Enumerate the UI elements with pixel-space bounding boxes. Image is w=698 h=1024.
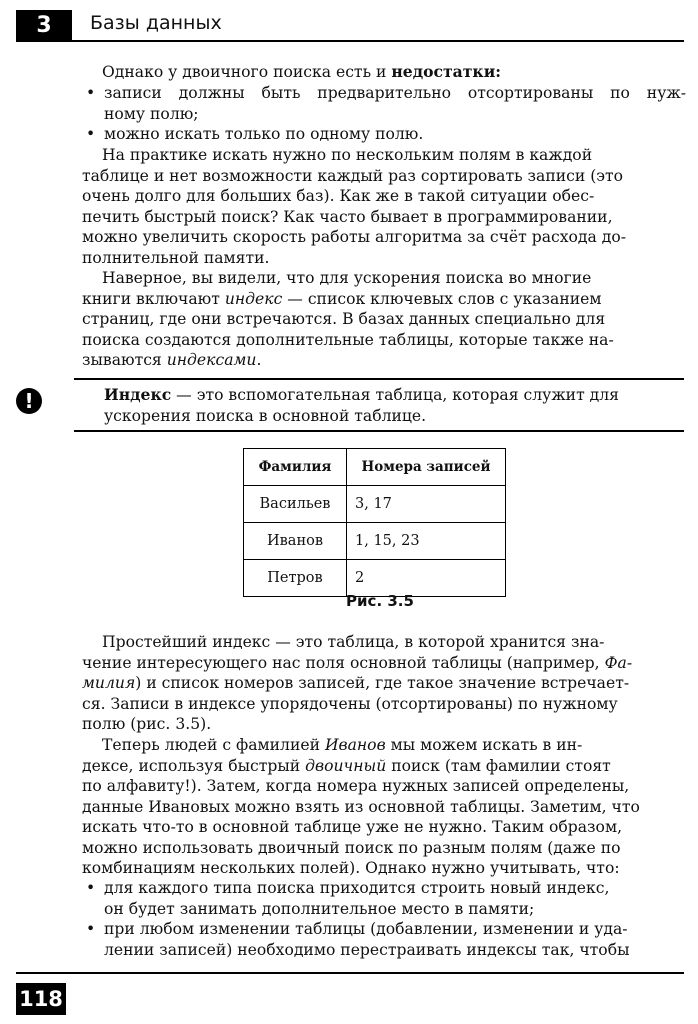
cell-record-numbers: 2 — [347, 560, 506, 597]
list-item-line: он будет занимать дополнительное место в памяти; — [104, 899, 535, 918]
bullet-list-drawbacks — [86, 83, 686, 145]
figure-caption: Рис. 3.5 — [346, 592, 414, 610]
text-line — [82, 289, 686, 310]
text-run: книги включают — [82, 289, 225, 308]
text-line — [82, 756, 686, 777]
paragraph-drawbacks-intro — [102, 62, 686, 83]
text-run: дексе, используя быстрый — [82, 756, 306, 775]
text-line: поиска создаются дополнительные таблицы, которые также на- — [82, 330, 614, 349]
text-line: страниц, где они встречаются. В базах данных специально для — [82, 310, 606, 328]
text-line — [82, 673, 686, 694]
text-line — [82, 735, 686, 756]
italic-term: Фа- — [604, 653, 633, 672]
paragraph-binary-search-index — [82, 735, 686, 879]
cell-surname: Иванов — [244, 523, 347, 560]
text-line: данные Ивановых можно взять из основной таблицы. Заметим, что — [82, 797, 640, 816]
emphasis-drawbacks: недостатки — [391, 62, 496, 81]
list-item-line: ному полю; — [104, 104, 199, 123]
cell-surname: Петров — [244, 560, 347, 597]
footer-divider — [16, 972, 684, 974]
text-run: поиск (там фамилии стоят — [386, 756, 611, 775]
text-line — [82, 350, 686, 371]
text-run: . — [256, 351, 262, 369]
paragraph-index-books — [82, 268, 686, 371]
page-number: 118 — [16, 983, 66, 1015]
header-divider — [16, 40, 684, 42]
column-header-surname: Фамилия — [244, 449, 347, 486]
text-run: — это вспомогательная таблица, которая служит для — [171, 386, 619, 404]
text-line: очень долго для больших баз). Как же в такой ситуации обес- — [82, 187, 595, 205]
list-item-line: можно искать только по одному полю. — [104, 125, 424, 143]
paragraph-simplest-index — [82, 632, 686, 735]
list-item-line: при любом изменении таблицы (добавлении, изменении и уда- — [104, 920, 628, 938]
text-line: полнительной памяти. — [82, 248, 270, 267]
list-item-line: для каждого типа поиска приходится строить новый индекс, — [104, 879, 610, 897]
chapter-title: Базы данных — [90, 12, 222, 34]
column-header-record-numbers: Номера записей — [347, 449, 506, 486]
italic-term: индекс — [224, 289, 283, 308]
definition-index — [104, 385, 686, 426]
text-line: по алфавиту!). Затем, когда номера нужных записей определены, — [82, 777, 630, 795]
text-run: Однако у двоичного поиска есть и — [102, 63, 392, 81]
definition-bottom-rule — [74, 430, 684, 432]
definition-top-rule — [74, 378, 684, 380]
index-table — [243, 448, 506, 597]
text-line: можно увеличить скорость работы алгоритма за счёт расхода до- — [82, 228, 627, 246]
table-row — [244, 523, 506, 560]
table-row — [244, 486, 506, 523]
text-line: таблице и нет возможности каждый раз сортировать записи (это — [82, 166, 624, 185]
bullet-icon: • — [86, 879, 96, 897]
italic-term: индексами — [166, 351, 257, 369]
text-line: искать что-то в основной таблице уже не нужно. Таким образом, — [82, 818, 623, 836]
text-line — [82, 653, 686, 674]
text-run: : — [495, 62, 502, 81]
bullet-icon: • — [86, 125, 96, 143]
cell-surname: Васильев — [244, 486, 347, 523]
bullet-list-considerations — [86, 878, 686, 960]
text-line: печить быстрый поиск? Как часто бывает в программировании, — [82, 207, 613, 226]
table-header-row — [244, 449, 506, 486]
text-line: На практике искать нужно по нескольким полям в каждой — [102, 146, 593, 164]
italic-term: милия — [82, 674, 136, 692]
text-run: ) и список номеров записей, где такое значение встречает- — [135, 674, 630, 692]
paragraph-practice — [82, 145, 686, 268]
italic-term: Иванов — [324, 736, 386, 754]
chapter-number-badge: 3 — [16, 10, 72, 42]
italic-term: двоичный — [305, 756, 387, 775]
cell-record-numbers: 1, 15, 23 — [347, 523, 506, 560]
text-line: полю (рис. 3.5). — [82, 715, 212, 733]
cell-record-numbers: 3, 17 — [347, 486, 506, 523]
list-item-line: лении записей) необходимо перестраивать индексы так, чтобы — [104, 940, 630, 959]
list-item — [86, 878, 686, 919]
text-run: мы можем искать в ин- — [385, 736, 583, 754]
text-line: комбинациям нескольких полей). Однако нужно учитывать, что: — [82, 859, 620, 877]
text-line: можно использовать двоичный поиск по разным полям (даже по — [82, 838, 621, 857]
text-run: чение интересующего нас поля основной таблицы (например, — [82, 653, 605, 672]
text-line: Наверное, вы видели, что для ускорения поиска во многие — [102, 269, 592, 287]
bullet-icon: • — [86, 920, 96, 938]
text-line: Простейший индекс — это таблица, в которой хранится зна- — [102, 633, 605, 651]
text-line — [104, 385, 686, 406]
text-run: Теперь людей с фамилией — [102, 736, 325, 754]
list-item — [86, 124, 686, 145]
text-line: ускорения поиска в основной таблице. — [104, 406, 427, 425]
exclamation-icon: ! — [16, 388, 42, 414]
text-run: — список ключевых слов с указанием — [282, 289, 602, 308]
definition-term: Индекс — [104, 385, 172, 404]
list-item-line: записи должны быть предварительно отсортированы по нуж- — [104, 84, 686, 102]
bullet-icon: • — [86, 84, 96, 102]
list-item — [86, 919, 686, 960]
text-line: ся. Записи в индексе упорядочены (отсортированы) по нужному — [82, 694, 618, 713]
text-run: зываются — [82, 351, 167, 369]
list-item — [86, 83, 686, 124]
table-row — [244, 560, 506, 597]
